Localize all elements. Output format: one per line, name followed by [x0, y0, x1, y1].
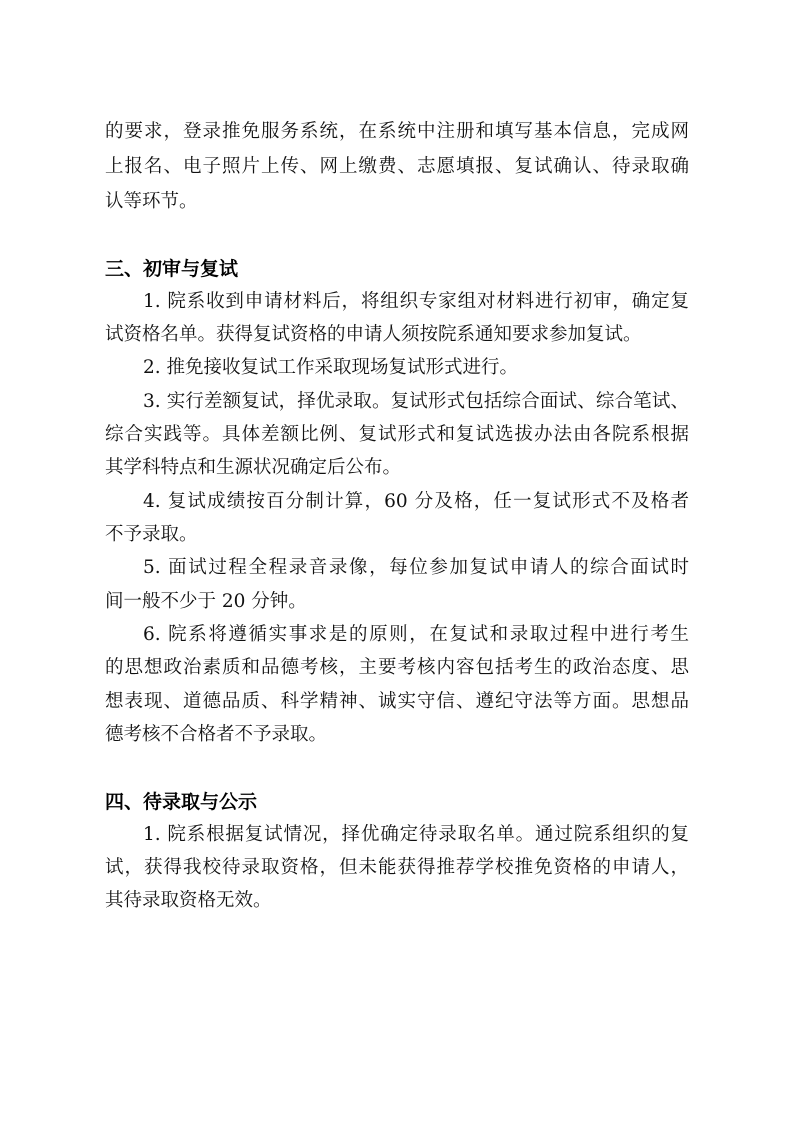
intro-line-2: 上报名、电子照片上传、网上缴费、志愿填报、复试确认、待录取确 — [105, 156, 689, 177]
paragraph-line: 其学科特点和生源状况确定后公布。 — [105, 457, 402, 478]
paragraph-line: 1. 院系收到申请材料后，将组织专家组对材料进行初审，确定复 — [143, 291, 689, 312]
paragraph-line: 德考核不合格者不予录取。 — [105, 724, 328, 745]
section-4-heading: 四、待录取与公示 — [105, 791, 258, 813]
paragraph-line: 试，获得我校待录取资格，但未能获得推荐学校推免资格的申请人， — [105, 857, 689, 878]
paragraph-line: 5. 面试过程全程录音录像，每位参加复试申请人的综合面试时 — [143, 557, 689, 578]
paragraph-line: 6. 院系将遵循实事求是的原则，在复试和录取过程中进行考生 — [143, 624, 689, 645]
paragraph-line: 1. 院系根据复试情况，择优确定待录取名单。通过院系组织的复 — [143, 824, 689, 845]
paragraph-line: 试资格名单。获得复试资格的申请人须按院系通知要求参加复试。 — [105, 324, 642, 345]
paragraph-line: 不予录取。 — [105, 524, 198, 545]
intro-line-3: 认等环节。 — [105, 191, 198, 212]
paragraph-line: 想表现、道德品质、科学精神、诚实守信、遵纪守法等方面。思想品 — [105, 691, 689, 712]
paragraph-line: 的思想政治素质和品德考核，主要考核内容包括考生的政治态度、思 — [105, 657, 689, 678]
paragraph-line: 综合实践等。具体差额比例、复试形式和复试选拔办法由各院系根据 — [105, 424, 689, 445]
paragraph-line: 间一般不少于 20 分钟。 — [105, 591, 307, 612]
paragraph-line: 2. 推免接收复试工作采取现场复试形式进行。 — [143, 357, 519, 378]
paragraph-line: 4. 复试成绩按百分制计算，60 分及格，任一复试形式不及格者 — [143, 491, 689, 512]
paragraph-line: 其待录取资格无效。 — [105, 890, 272, 911]
intro-line-1: 的要求，登录推免服务系统，在系统中注册和填写基本信息，完成网 — [105, 121, 689, 142]
section-3-heading: 三、初审与复试 — [105, 258, 239, 280]
paragraph-line: 3. 实行差额复试，择优录取。复试形式包括综合面试、综合笔试、 — [143, 391, 689, 412]
